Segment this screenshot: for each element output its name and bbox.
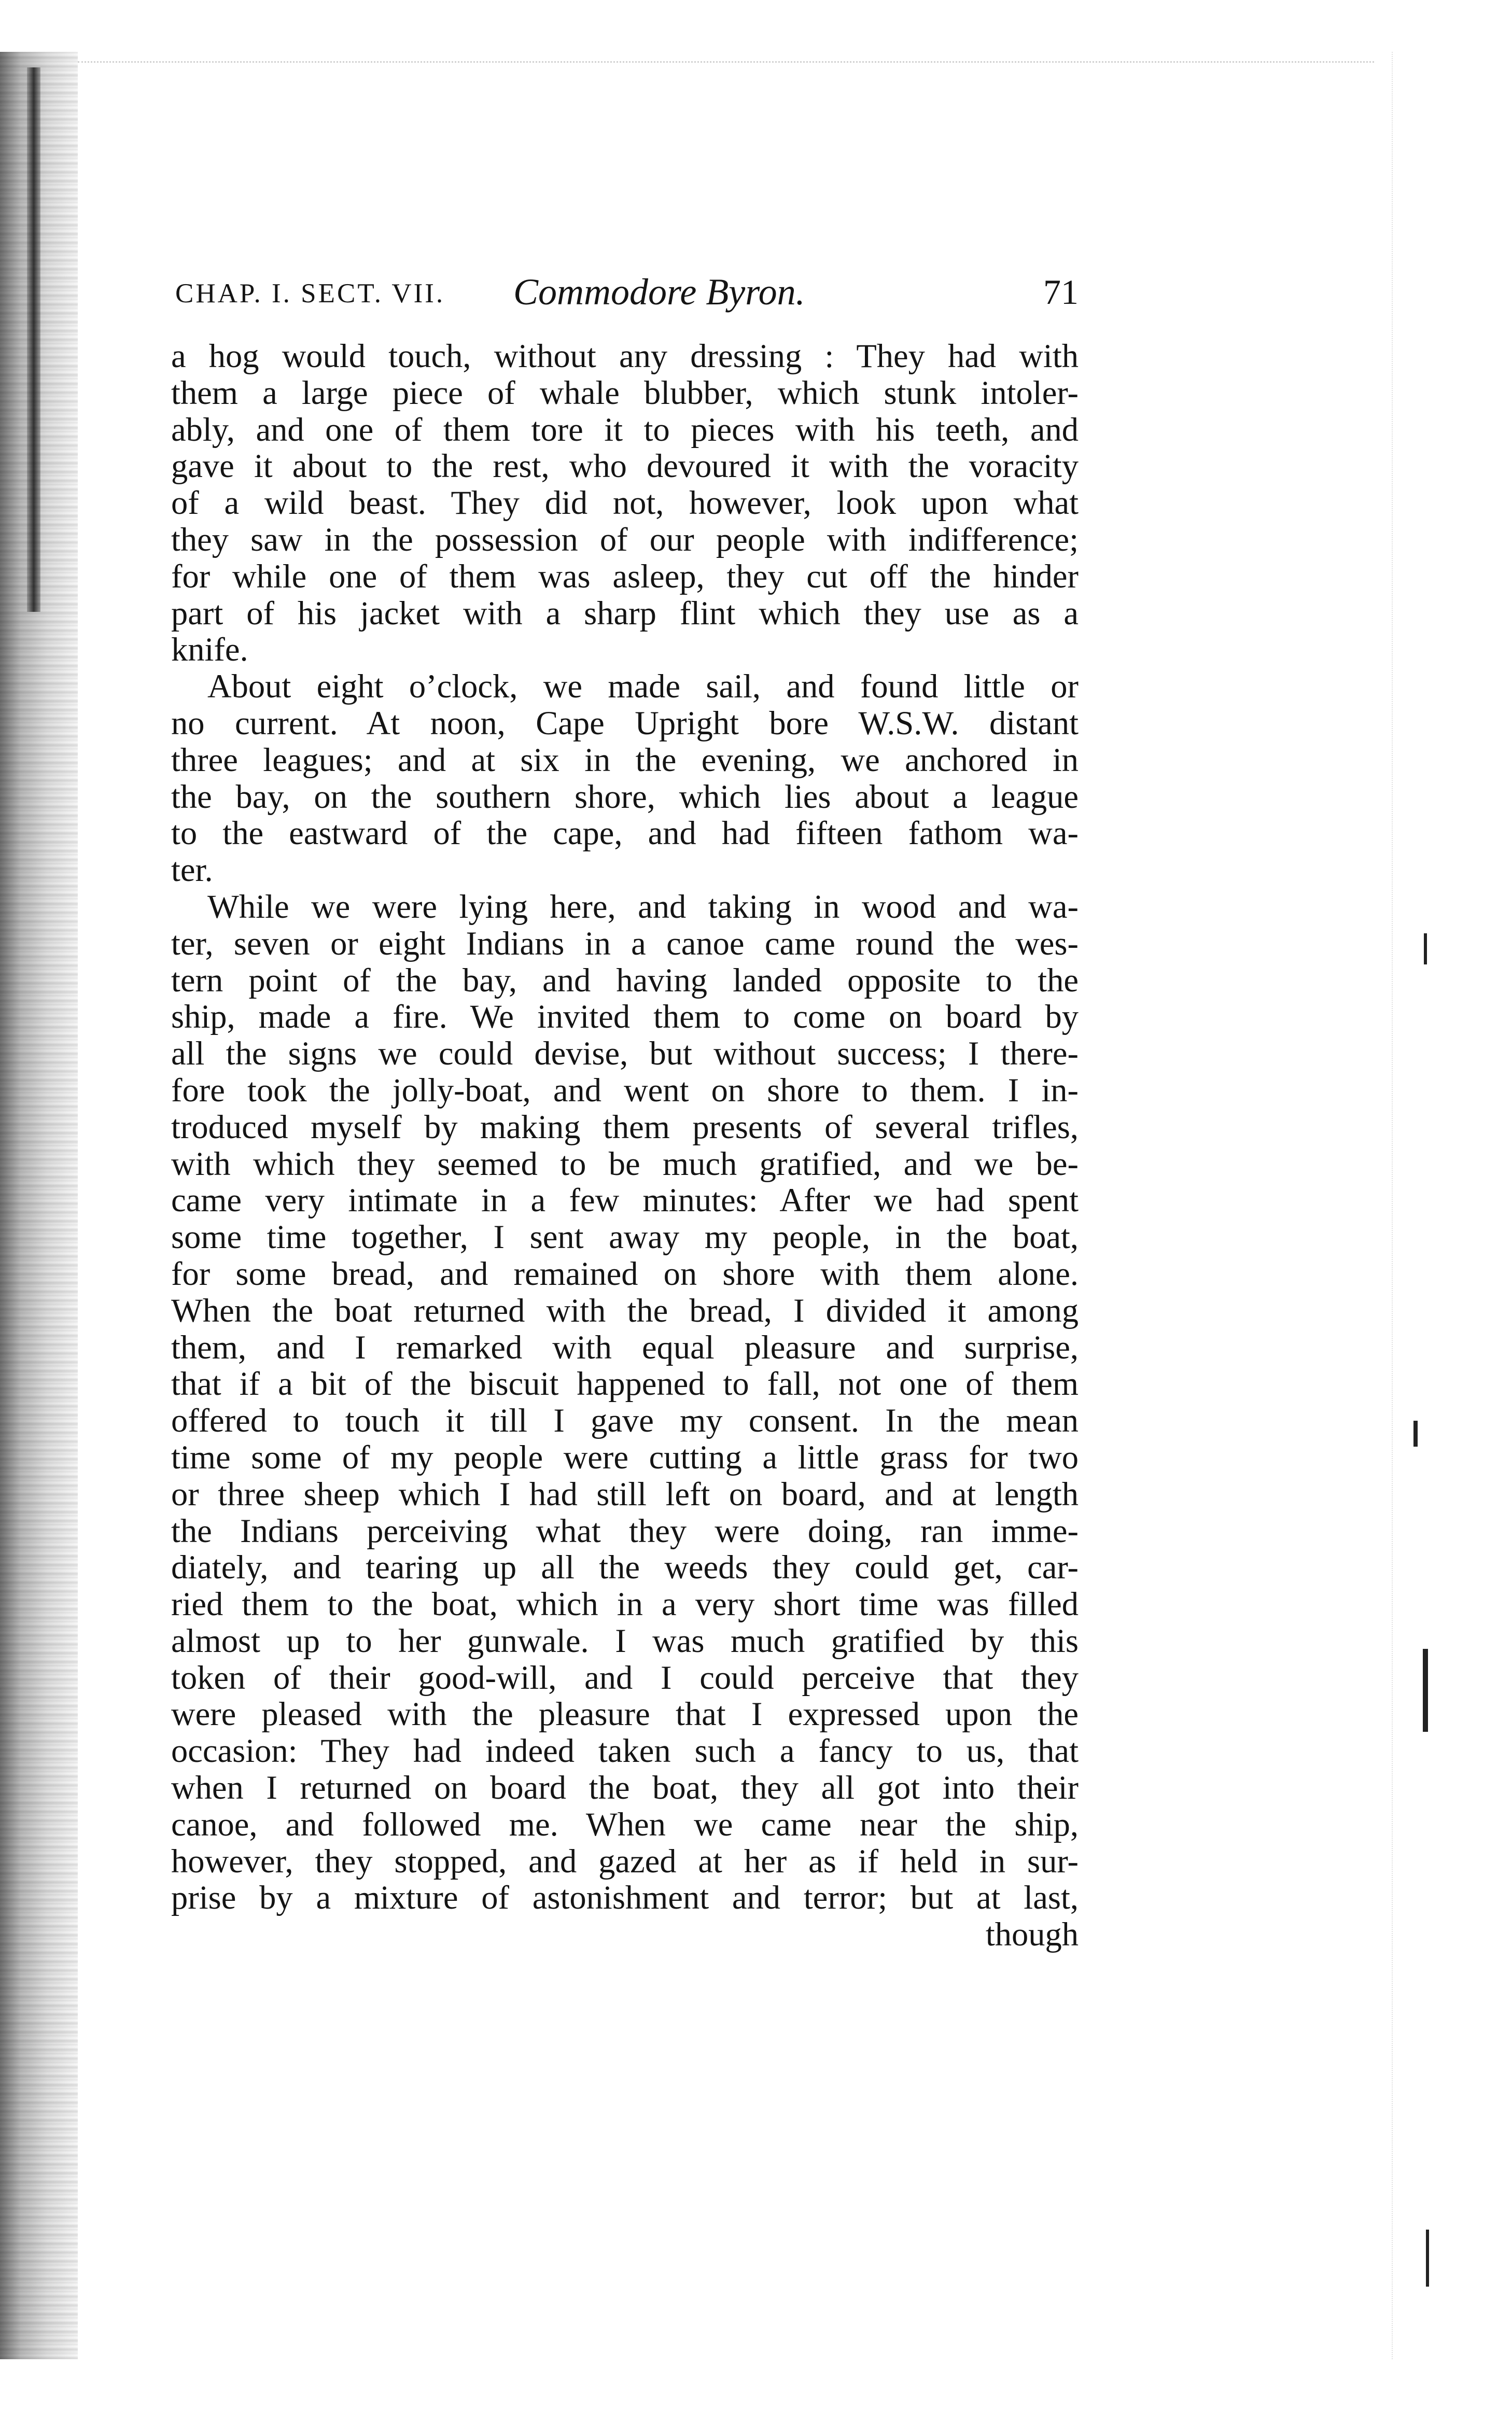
text-line: gave it about to the rest, who devoured it with the voracity	[171, 448, 1079, 485]
text-line: token of their good-will, and I could perceive that they	[171, 1659, 1079, 1696]
edge-speck	[1423, 1649, 1428, 1732]
text-line: When the boat returned with the bread, I divided it among	[171, 1292, 1079, 1329]
text-line: offered to touch it till I gave my consent. In the mean	[171, 1403, 1079, 1439]
text-line: About eight o’clock, we made sail, and found little or	[207, 668, 1079, 705]
text-line: some time together, I sent away my people, in the boat,	[171, 1219, 1079, 1256]
text-line: for some bread, and remained on shore with them alone.	[171, 1255, 1079, 1292]
text-line: troduced myself by making them presents of several trifles,	[171, 1109, 1079, 1145]
edge-speck	[1426, 2230, 1429, 2287]
text-line: that if a bit of the biscuit happened to fall, not one of them	[171, 1366, 1079, 1403]
text-line: three leagues; and at six in the evening, we anchored in	[171, 741, 1079, 778]
text-line: a hog would touch, without any dressing : They had with	[171, 338, 1079, 374]
text-line: for while one of them was asleep, they cut off the hinder	[171, 558, 1079, 595]
catchword: though	[985, 1916, 1079, 1953]
text-line: fore took the jolly-boat, and went on shore to them. I in-	[171, 1072, 1079, 1109]
text-line: were pleased with the pleasure that I expressed upon the	[171, 1696, 1079, 1733]
text-line: ter, seven or eight Indians in a canoe came round the wes-	[171, 925, 1079, 962]
text-line: ably, and one of them tore it to pieces with his teeth, and	[171, 411, 1079, 448]
body-text	[171, 338, 1079, 1953]
text-line: the bay, on the southern shore, which lies about a league	[171, 778, 1079, 815]
text-line: ried them to the boat, which in a very short time was filled	[171, 1586, 1079, 1623]
text-line: no current. At noon, Cape Upright bore W.S.W. distant	[171, 705, 1079, 741]
text-line: canoe, and followed me. When we came near the ship,	[171, 1806, 1079, 1843]
text-line: they saw in the possession of our people with indifference;	[171, 521, 1079, 558]
text-line: when I returned on board the boat, they all got into their	[171, 1770, 1079, 1806]
chapter-section-label: CHAP. I. SECT. VII.	[175, 278, 445, 309]
text-line: however, they stopped, and gazed at her as if held in sur-	[171, 1843, 1079, 1880]
text-line: ter.	[171, 852, 213, 889]
text-line: the Indians perceiving what they were doing, ran imme-	[171, 1512, 1079, 1549]
page-binding-dark-strip	[27, 67, 40, 612]
text-line: of a wild beast. They did not, however, look upon what	[171, 485, 1079, 522]
text-line: ship, made a fire. We invited them to come on board by	[171, 999, 1079, 1035]
paragraph-2	[171, 668, 1079, 889]
paragraph-1	[171, 338, 1079, 668]
paragraph-3	[171, 889, 1079, 1916]
text-line: occasion: They had indeed taken such a fancy to us, that	[171, 1733, 1079, 1770]
text-line: all the signs we could devise, but without success; I there-	[171, 1035, 1079, 1072]
text-line: almost up to her gunwale. I was much gratified by this	[171, 1622, 1079, 1659]
text-line: to the eastward of the cape, and had fifteen fathom wa-	[171, 815, 1079, 852]
text-line: While we were lying here, and taking in wood and wa-	[207, 888, 1079, 925]
text-line: prise by a mixture of astonishment and terror; but at last,	[171, 1880, 1079, 1916]
page-number: 71	[1043, 272, 1079, 312]
running-title: Commodore Byron.	[513, 271, 805, 313]
running-header	[171, 271, 1079, 328]
page-top-edge	[78, 61, 1374, 63]
text-line: time some of my people were cutting a little grass for two	[171, 1439, 1079, 1476]
text-line: diately, and tearing up all the weeds they could get, car-	[171, 1549, 1079, 1586]
text-line: them a large piece of whale blubber, which stunk intoler-	[171, 374, 1079, 411]
text-line: tern point of the bay, and having landed opposite to the	[171, 962, 1079, 999]
text-line: or three sheep which I had still left on board, and at length	[171, 1476, 1079, 1512]
text-line: knife.	[171, 632, 248, 668]
text-line: with which they seemed to be much gratified, and we be-	[171, 1145, 1079, 1182]
text-line: them, and I remarked with equal pleasure and surprise,	[171, 1329, 1079, 1366]
text-line: part of his jacket with a sharp flint which they use as a	[171, 595, 1079, 632]
edge-speck	[1413, 1421, 1418, 1447]
text-line: came very intimate in a few minutes: After we had spent	[171, 1182, 1079, 1219]
edge-speck	[1424, 933, 1427, 964]
page-right-edge	[1392, 52, 1512, 2359]
